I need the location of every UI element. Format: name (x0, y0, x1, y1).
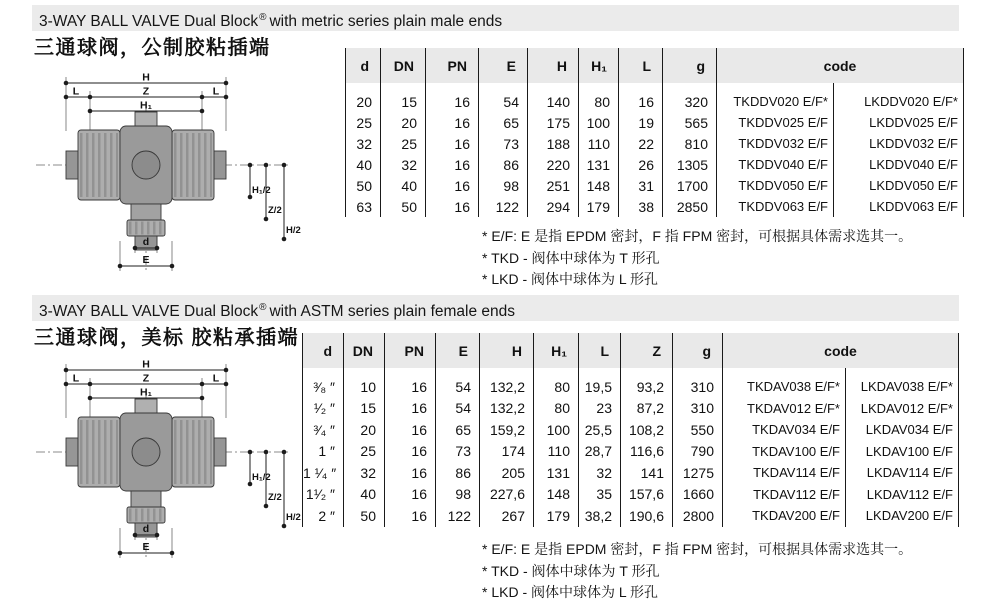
value-cell: ³⁄₈ ″ (303, 376, 344, 398)
section2-heading-cn: 三通球阀，美标 胶粘承插端 (34, 327, 300, 349)
value-cell: 179 (534, 505, 579, 527)
value-cell: 16 (426, 196, 479, 217)
value-cell: 63 (346, 196, 381, 217)
value-cell: 15 (381, 91, 426, 112)
spacer-cell (346, 83, 381, 91)
value-cell: 2800 (673, 505, 723, 527)
code-cell: LKDAV114 E/F (846, 462, 959, 484)
value-cell: 110 (534, 441, 579, 463)
value-cell: 132,2 (480, 376, 534, 398)
note-line: * TKD - 阀体中球体为 T 形孔 (482, 249, 660, 266)
value-cell: 174 (480, 441, 534, 463)
notes-section1 (482, 226, 912, 291)
section2-heading-bar (32, 295, 959, 321)
value-cell: 148 (534, 484, 579, 506)
value-cell: 22 (619, 133, 663, 154)
table-row (346, 112, 964, 133)
table-row (303, 462, 959, 484)
value-cell: 32 (346, 133, 381, 154)
code-cell: TKDAV038 E/F* (723, 376, 846, 398)
value-cell: 19 (619, 112, 663, 133)
value-cell: 50 (381, 196, 426, 217)
value-cell: 98 (436, 484, 480, 506)
column-header-h₁: H₁ (579, 48, 619, 83)
value-cell: 790 (673, 441, 723, 463)
dim-label-l-right: L (212, 85, 220, 98)
spacer-cell (480, 368, 534, 376)
note-line: * LKD - 阀体中球体为 L 形孔 (482, 271, 659, 287)
value-cell: 28,7 (579, 441, 621, 463)
spacer-cell (673, 368, 723, 376)
value-cell: 26 (619, 154, 663, 175)
value-cell: 20 (346, 91, 381, 112)
spacer-cell (303, 368, 344, 376)
value-cell: 32 (344, 462, 385, 484)
spacer-cell (344, 368, 385, 376)
value-cell: 294 (528, 196, 579, 217)
dim-label-l-left: L (72, 372, 80, 385)
value-cell: 87,2 (621, 398, 673, 420)
value-cell: 565 (663, 112, 717, 133)
column-header-d: d (303, 333, 344, 368)
dim-label-e: E (142, 541, 150, 553)
value-cell: 1660 (673, 484, 723, 506)
dim-label-h1-half: H₁/2 (252, 472, 271, 483)
value-cell: 140 (528, 91, 579, 112)
code-cell: TKDAV100 E/F (723, 441, 846, 463)
note-line: * E/F: E 是指 EPDM 密封，F 指 FPM 密封，可根据具体需求选其一。 (482, 541, 913, 557)
code-cell: TKDAV112 E/F (723, 484, 846, 506)
spacer-cell (579, 83, 619, 91)
value-cell: 16 (426, 154, 479, 175)
value-cell: 20 (381, 112, 426, 133)
code-cell: LKDDV025 E/F (834, 112, 964, 133)
value-cell: 16 (426, 133, 479, 154)
value-cell: 131 (534, 462, 579, 484)
value-cell: 80 (579, 91, 619, 112)
column-header-h: H (528, 48, 579, 83)
value-cell: 25,5 (579, 419, 621, 441)
code-cell: TKDDV025 E/F (717, 112, 834, 133)
column-header-e: E (436, 333, 480, 368)
spacer-cell (663, 83, 717, 91)
code-cell: TKDDV032 E/F (717, 133, 834, 154)
spacer-cell (479, 83, 528, 91)
value-cell: 86 (479, 154, 528, 175)
dim-label-z-half: Z/2 (268, 205, 282, 216)
value-cell: 16 (426, 175, 479, 196)
header-spacer-row (303, 368, 959, 376)
dimensions-table-metric (345, 48, 964, 217)
value-cell: 131 (579, 154, 619, 175)
value-cell: 2850 (663, 196, 717, 217)
notes-section2 (482, 539, 912, 604)
spacer-cell (723, 368, 846, 376)
table-header-row (303, 333, 959, 368)
column-header-d: d (346, 48, 381, 83)
code-cell: TKDDV050 E/F (717, 175, 834, 196)
column-header-z: Z (621, 333, 673, 368)
value-cell: 220 (528, 154, 579, 175)
value-cell: 40 (344, 484, 385, 506)
value-cell: 1305 (663, 154, 717, 175)
value-cell: 310 (673, 376, 723, 398)
value-cell: 16 (426, 91, 479, 112)
value-cell: ¹⁄₂ ″ (303, 398, 344, 420)
value-cell: 73 (479, 133, 528, 154)
dim-label-z: Z (142, 85, 150, 98)
dim-label-h: H (142, 73, 150, 84)
code-cell: LKDDV032 E/F (834, 133, 964, 154)
code-cell: LKDAV100 E/F (846, 441, 959, 463)
value-cell: 132,2 (480, 398, 534, 420)
value-cell: 100 (579, 112, 619, 133)
code-cell: TKDAV200 E/F (723, 505, 846, 527)
dim-label-h-half: H/2 (286, 512, 301, 523)
value-cell: 108,2 (621, 419, 673, 441)
section1-heading-suffix: with metric series plain male ends (269, 13, 503, 30)
value-cell: 25 (344, 441, 385, 463)
column-header-h: H (480, 333, 534, 368)
value-cell: 16 (385, 441, 436, 463)
table-row (303, 505, 959, 527)
table-row (346, 91, 964, 112)
value-cell: 16 (385, 484, 436, 506)
dim-label-z-half: Z/2 (268, 492, 282, 503)
spacer-cell (834, 83, 964, 91)
value-cell: 227,6 (480, 484, 534, 506)
table-header-row (346, 48, 964, 83)
valve-body (66, 399, 226, 537)
value-cell: 50 (344, 505, 385, 527)
value-cell: 1 ¹⁄₄ ″ (303, 462, 344, 484)
value-cell: 16 (385, 419, 436, 441)
column-header-g: g (673, 333, 723, 368)
value-cell: 23 (579, 398, 621, 420)
table-row (303, 376, 959, 398)
spacer-cell (426, 83, 479, 91)
value-cell: 93,2 (621, 376, 673, 398)
section1-heading-cn: 三通球阀，公制胶粘插端 (34, 37, 271, 59)
value-cell: 54 (436, 398, 480, 420)
value-cell: 116,6 (621, 441, 673, 463)
column-header-l: L (579, 333, 621, 368)
dim-label-h1-half: H₁/2 (252, 185, 271, 196)
value-cell: 267 (480, 505, 534, 527)
value-cell: 16 (619, 91, 663, 112)
value-cell: 1 ″ (303, 441, 344, 463)
value-cell: ³⁄₄ ″ (303, 419, 344, 441)
value-cell: 157,6 (621, 484, 673, 506)
value-cell: 54 (479, 91, 528, 112)
code-cell: TKDAV034 E/F (723, 419, 846, 441)
code-cell: LKDDV050 E/F (834, 175, 964, 196)
section1-heading-prefix: 3-WAY BALL VALVE Dual Block (39, 13, 259, 30)
value-cell: 80 (534, 376, 579, 398)
spacer-cell (528, 83, 579, 91)
value-cell: 159,2 (480, 419, 534, 441)
value-cell: 16 (385, 505, 436, 527)
spacer-cell (534, 368, 579, 376)
code-cell: TKDAV114 E/F (723, 462, 846, 484)
spacer-cell (619, 83, 663, 91)
code-cell: LKDAV112 E/F (846, 484, 959, 506)
section2-heading-prefix: 3-WAY BALL VALVE Dual Block (39, 303, 259, 320)
value-cell: 32 (381, 154, 426, 175)
value-cell: 205 (480, 462, 534, 484)
valve-technical-drawing-2 (28, 360, 318, 575)
value-cell: 310 (673, 398, 723, 420)
value-cell: 16 (385, 376, 436, 398)
value-cell: 31 (619, 175, 663, 196)
value-cell: 141 (621, 462, 673, 484)
value-cell: 40 (381, 175, 426, 196)
spacer-cell (846, 368, 959, 376)
code-cell: LKDDV063 E/F (834, 196, 964, 217)
spacer-cell (579, 368, 621, 376)
dim-label-d: d (142, 236, 150, 248)
dim-label-l-left: L (72, 85, 80, 98)
value-cell: 175 (528, 112, 579, 133)
column-header-code: code (723, 333, 959, 368)
spacer-cell (385, 368, 436, 376)
note-line: * TKD - 阀体中球体为 T 形孔 (482, 562, 660, 579)
column-header-h₁: H₁ (534, 333, 579, 368)
value-cell: 810 (663, 133, 717, 154)
note-line: * LKD - 阀体中球体为 L 形孔 (482, 584, 659, 600)
spacer-cell (621, 368, 673, 376)
value-cell: 251 (528, 175, 579, 196)
section1-heading-bar (32, 5, 959, 31)
registered-mark: ® (259, 12, 267, 23)
dim-label-d: d (142, 523, 150, 535)
value-cell: 20 (344, 419, 385, 441)
table-row (346, 154, 964, 175)
dim-label-e: E (142, 254, 150, 266)
dimensions-table-astm (302, 333, 959, 527)
dim-label-h1: H₁ (140, 386, 152, 399)
code-cell: LKDAV038 E/F* (846, 376, 959, 398)
value-cell: 25 (381, 133, 426, 154)
value-cell: 1700 (663, 175, 717, 196)
header-spacer-row (346, 83, 964, 91)
column-header-dn: DN (344, 333, 385, 368)
column-header-g: g (663, 48, 717, 83)
value-cell: 15 (344, 398, 385, 420)
value-cell: 73 (436, 441, 480, 463)
dim-label-z: Z (142, 372, 150, 385)
value-cell: 122 (479, 196, 528, 217)
spacer-cell (436, 368, 480, 376)
value-cell: 179 (579, 196, 619, 217)
value-cell: 550 (673, 419, 723, 441)
value-cell: 35 (579, 484, 621, 506)
value-cell: 1275 (673, 462, 723, 484)
table-row (303, 484, 959, 506)
column-header-dn: DN (381, 48, 426, 83)
value-cell: 65 (479, 112, 528, 133)
column-header-pn: PN (426, 48, 479, 83)
value-cell: 190,6 (621, 505, 673, 527)
valve-technical-drawing-1 (28, 73, 318, 288)
table-row (303, 441, 959, 463)
value-cell: 98 (479, 175, 528, 196)
code-cell: TKDDV040 E/F (717, 154, 834, 175)
value-cell: 32 (579, 462, 621, 484)
table-row (303, 419, 959, 441)
value-cell: 10 (344, 376, 385, 398)
spacer-cell (381, 83, 426, 91)
column-header-e: E (479, 48, 528, 83)
code-cell: LKDDV040 E/F (834, 154, 964, 175)
note-line: * E/F: E 是指 EPDM 密封，F 指 FPM 密封，可根据具体需求选其一。 (482, 228, 913, 244)
value-cell: 86 (436, 462, 480, 484)
table-row (346, 133, 964, 154)
value-cell: 320 (663, 91, 717, 112)
value-cell: 122 (436, 505, 480, 527)
table-row (346, 175, 964, 196)
value-cell: 110 (579, 133, 619, 154)
value-cell: 80 (534, 398, 579, 420)
code-cell: TKDAV012 E/F* (723, 398, 846, 420)
table-row (346, 196, 964, 217)
code-cell: LKDDV020 E/F* (834, 91, 964, 112)
value-cell: 188 (528, 133, 579, 154)
column-header-code: code (717, 48, 964, 83)
column-header-pn: PN (385, 333, 436, 368)
column-header-l: L (619, 48, 663, 83)
code-cell: LKDAV034 E/F (846, 419, 959, 441)
code-cell: LKDAV012 E/F* (846, 398, 959, 420)
value-cell: 40 (346, 154, 381, 175)
value-cell: 19,5 (579, 376, 621, 398)
value-cell: 65 (436, 419, 480, 441)
value-cell: 16 (426, 112, 479, 133)
dim-label-h1: H₁ (140, 99, 152, 112)
spacer-cell (717, 83, 834, 91)
value-cell: 38,2 (579, 505, 621, 527)
dim-label-h-half: H/2 (286, 225, 301, 236)
value-cell: 148 (579, 175, 619, 196)
table-row (303, 398, 959, 420)
value-cell: 2 ″ (303, 505, 344, 527)
code-cell: LKDAV200 E/F (846, 505, 959, 527)
registered-mark: ® (259, 302, 267, 313)
code-cell: TKDDV020 E/F* (717, 91, 834, 112)
value-cell: 16 (385, 398, 436, 420)
code-cell: TKDDV063 E/F (717, 196, 834, 217)
valve-body (66, 112, 226, 250)
value-cell: 54 (436, 376, 480, 398)
value-cell: 50 (346, 175, 381, 196)
value-cell: 1¹⁄₂ ″ (303, 484, 344, 506)
value-cell: 16 (385, 462, 436, 484)
section2-heading-suffix: with ASTM series plain female ends (269, 303, 516, 320)
dim-label-l-right: L (212, 372, 220, 385)
value-cell: 100 (534, 419, 579, 441)
value-cell: 38 (619, 196, 663, 217)
value-cell: 25 (346, 112, 381, 133)
dim-label-h: H (142, 360, 150, 371)
